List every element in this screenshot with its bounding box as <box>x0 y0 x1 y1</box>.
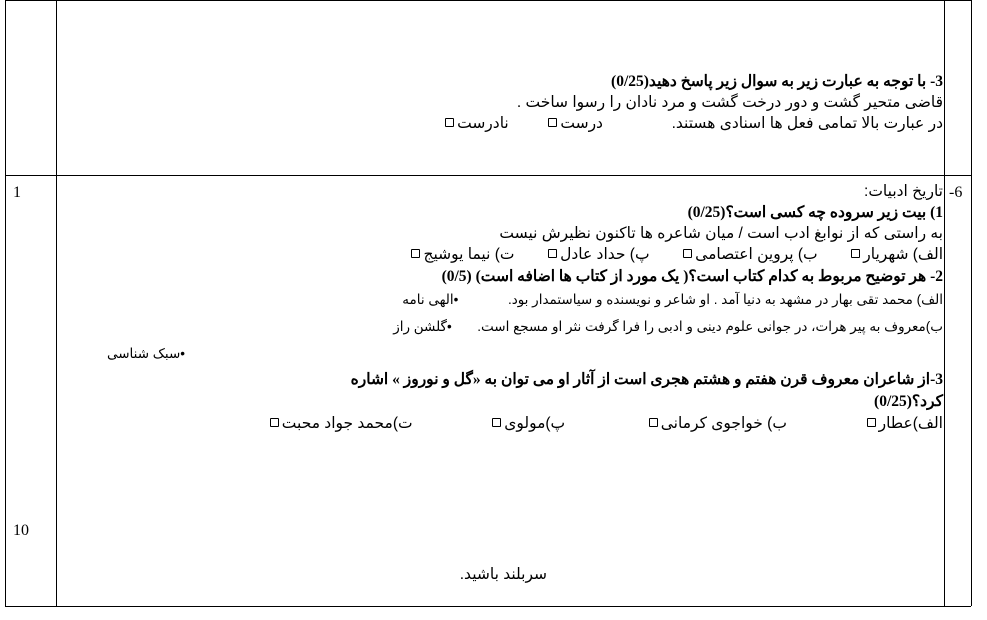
q1-option-c-checkbox[interactable] <box>548 249 557 258</box>
top-q3-statement-text: در عبارت بالا تمامی فعل ها اسنادی هستند. <box>671 115 943 132</box>
option-true-label: درست <box>560 115 603 132</box>
row-number: -6 <box>949 184 963 201</box>
q3-options <box>267 415 943 433</box>
q2-title: 2- هر توضیح مربوط به کدام کتاب است؟( یک مورد از کتاب ها اضافه است) (0/5) <box>441 268 943 285</box>
q2-item-a-text: الف) محمد تقی بهار در مشهد به دنیا آمد . او شاعر و نویسنده و سیاستمدار بود. <box>507 292 943 307</box>
row-divider <box>5 175 971 176</box>
q1-option-a-checkbox[interactable] <box>851 249 860 258</box>
q3-option-d: ت)محمد جواد محبت <box>281 415 413 432</box>
q1-option-a: الف) شهریار <box>863 246 943 263</box>
score-value: 1 <box>13 184 21 201</box>
q3-line-1: 3-از شاعران معروف قرن هفتم و هشتم هجری است از آثار او می توان به «گل و نوروز » اشاره <box>350 371 943 388</box>
q2-item-b-text: ب)معروف به پیر هرات، در جوانی علوم دینی و ادبی را فرا گرفت نثر او مسجع است. <box>477 319 943 334</box>
option-true-checkbox[interactable] <box>548 118 557 127</box>
q3-option-c: پ)مولوی <box>504 415 566 432</box>
table-border-bottom <box>5 606 971 607</box>
q3-option-b: ب) خواجوی کرمانی <box>660 415 787 432</box>
q3-option-a-checkbox[interactable] <box>867 418 876 427</box>
option-false-checkbox[interactable] <box>445 118 454 127</box>
q1-option-b: ب) پروین اعتصامی <box>695 246 818 263</box>
top-q3-statement <box>442 115 943 133</box>
score-total: 10 <box>13 522 29 539</box>
q3-option-c-checkbox[interactable] <box>492 418 501 427</box>
q1-title: 1) بیت زیر سروده چه کسی است؟(0/25) <box>687 204 943 221</box>
q3-option-b-checkbox[interactable] <box>649 418 658 427</box>
table-border-top <box>5 0 971 1</box>
section-title: تاریخ ادبیات: <box>864 183 943 200</box>
q1-options <box>408 246 943 264</box>
q3-line-2: کرد؟(0/25) <box>874 393 943 410</box>
top-q3-sentence: قاضی متحیر گشت و دور درخت گشت و مرد نادان را رسوا ساخت . <box>516 94 943 111</box>
q1-option-c: پ) حداد عادل <box>560 246 650 263</box>
q1-verse: به راستی که از نوابغ ادب است / میان شاعره ها تاکنون نظیرش نیست <box>499 225 943 242</box>
q2-book-2: •گلشن راز <box>393 319 452 334</box>
table-border-left <box>5 0 6 606</box>
q1-option-d-checkbox[interactable] <box>411 249 420 258</box>
table-border-right <box>971 0 972 606</box>
top-q3-title: 3- با توجه به عبارت زیر به سوال زیر پاسخ دهید(0/25) <box>611 73 943 90</box>
q3-option-a: الف)عطار <box>878 415 943 432</box>
score-column-divider <box>56 0 57 606</box>
closing-message: سربلند باشید. <box>459 566 547 583</box>
option-false-label: نادرست <box>457 115 509 132</box>
q2-book-3: •سبک شناسی <box>106 346 185 361</box>
q3-option-d-checkbox[interactable] <box>270 418 279 427</box>
q1-option-d: ت) نیما یوشیج <box>423 246 515 263</box>
q2-item-b <box>393 318 943 336</box>
number-column-divider <box>944 0 945 606</box>
q2-item-a <box>402 291 943 309</box>
q1-option-b-checkbox[interactable] <box>683 249 692 258</box>
q2-book-1: •الهی نامه <box>402 292 459 307</box>
